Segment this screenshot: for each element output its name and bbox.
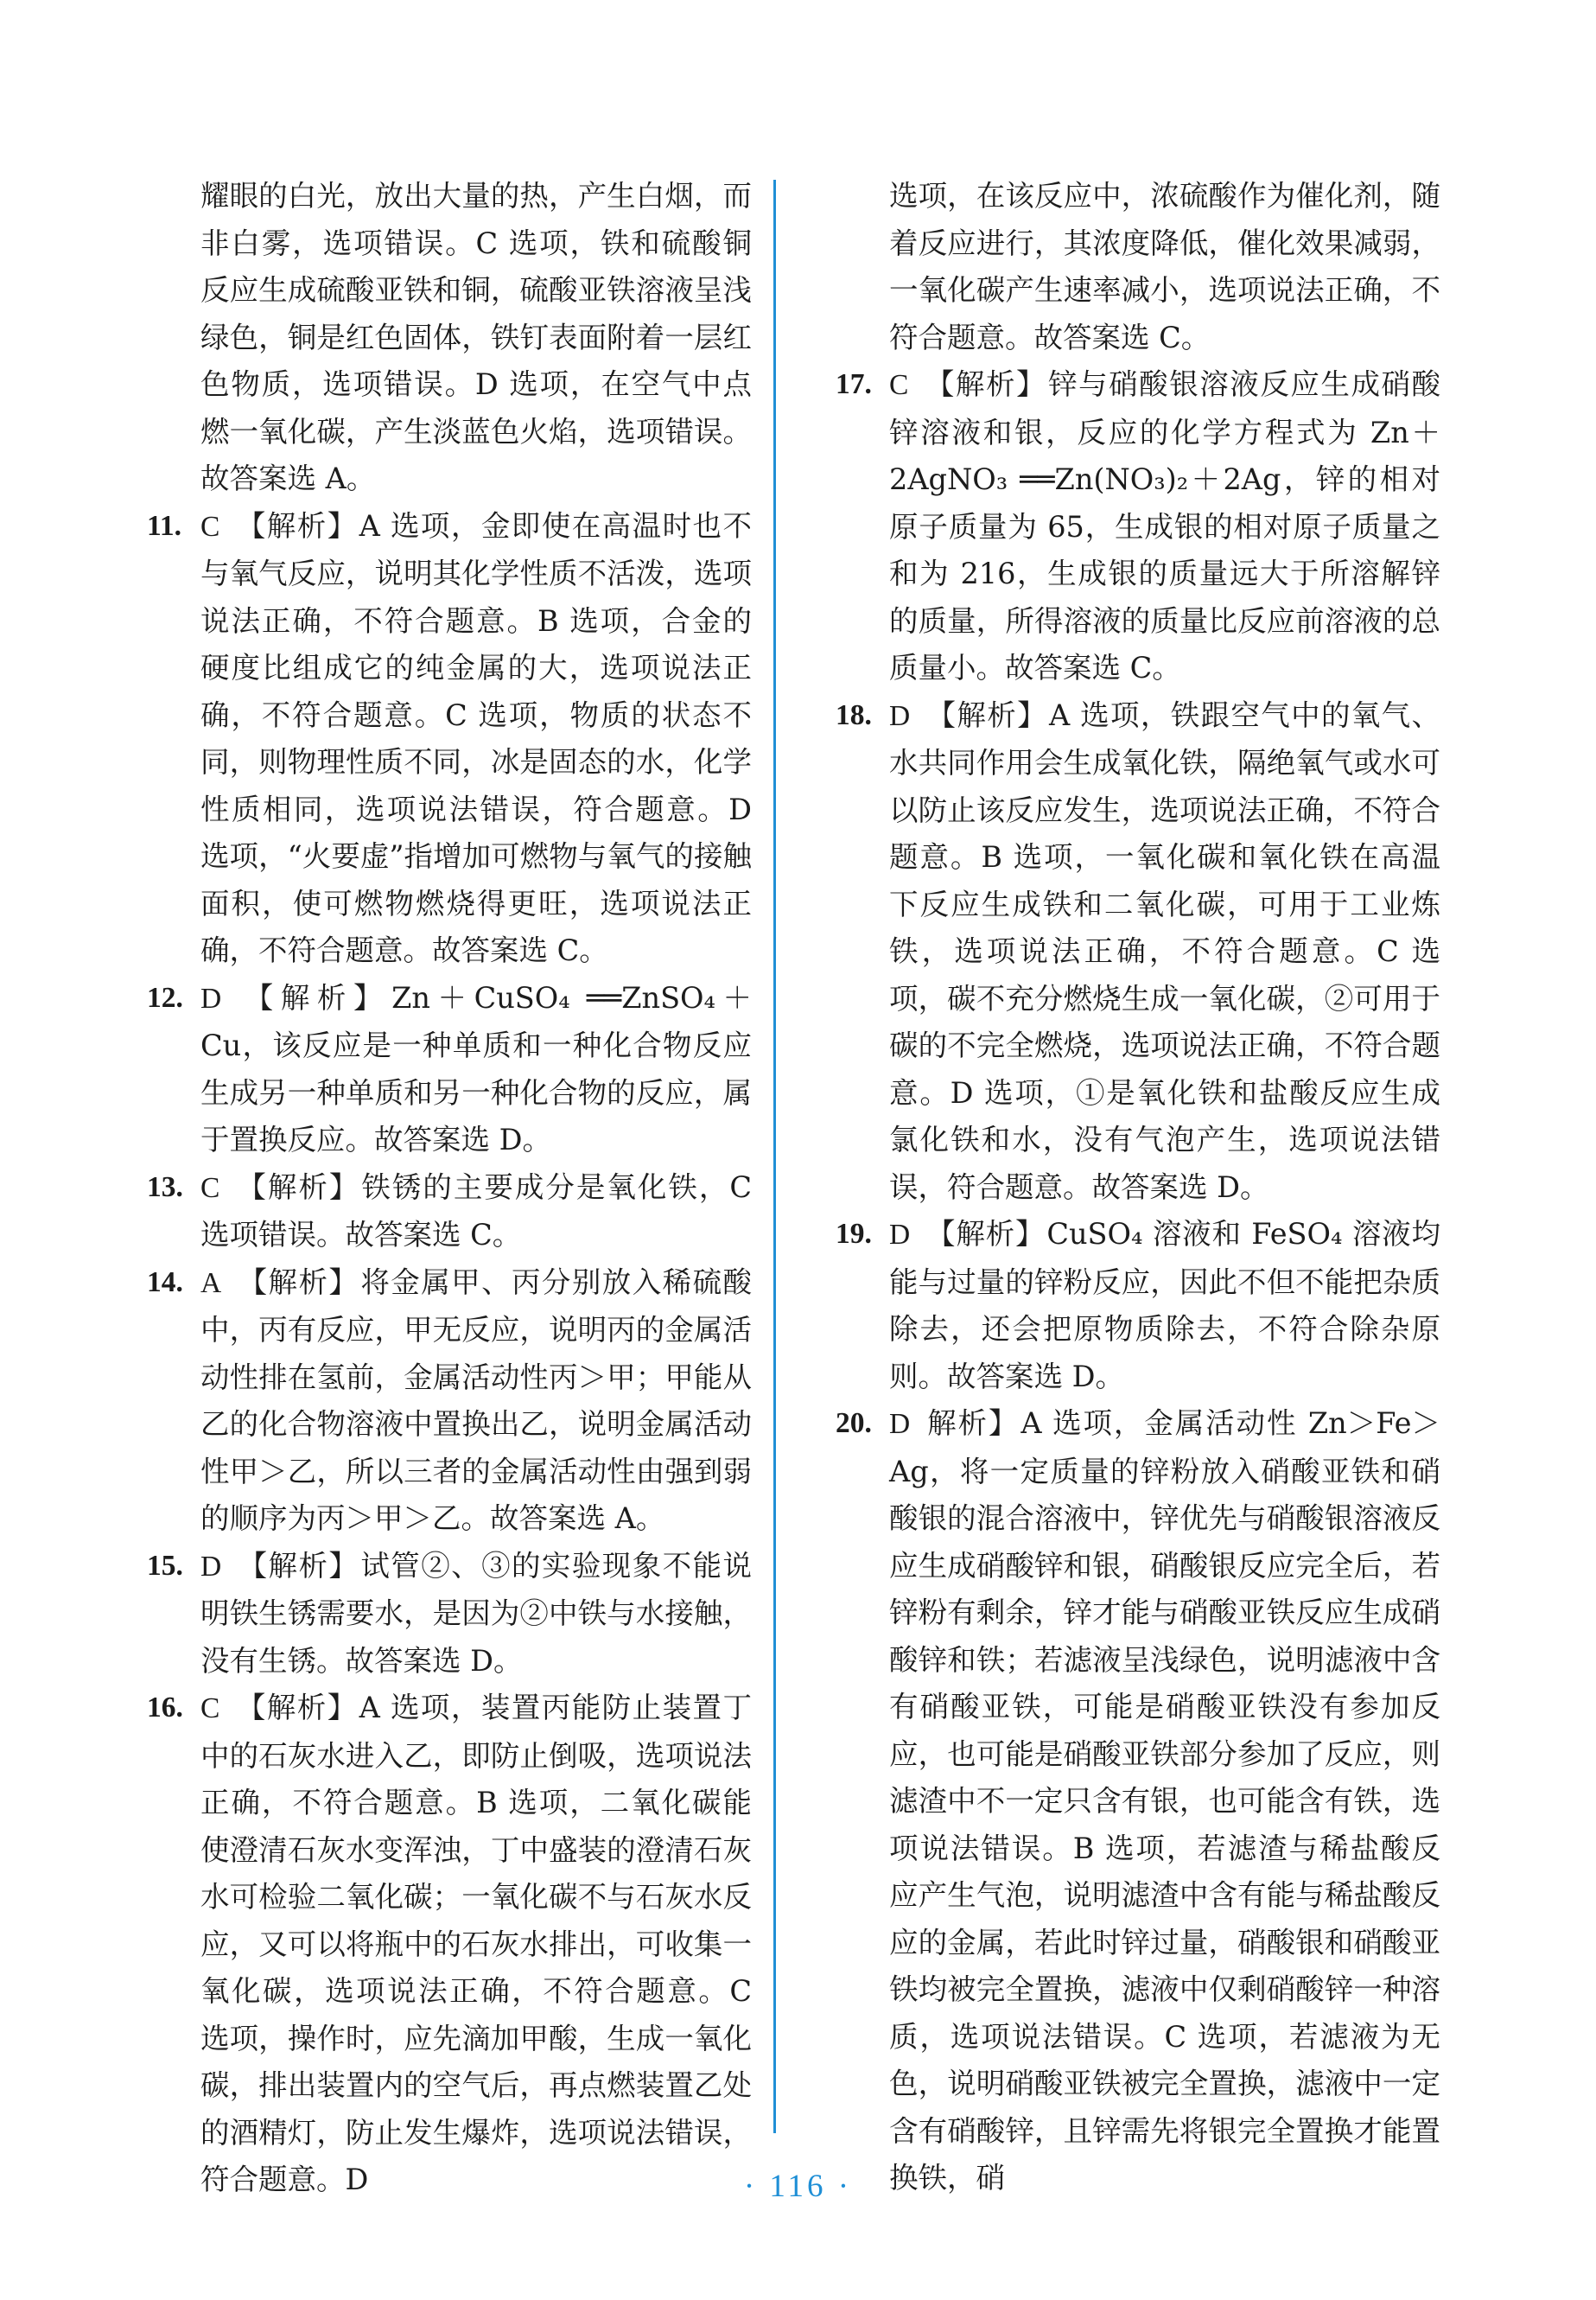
item-answer: C bbox=[200, 1692, 220, 1724]
answer-item-11 bbox=[147, 503, 753, 975]
analysis-tag: 【解析】 bbox=[237, 1265, 359, 1299]
item-number: 16. bbox=[147, 1692, 183, 1723]
item-number: 11. bbox=[147, 509, 182, 542]
item-answer: D bbox=[889, 1408, 911, 1440]
analysis-tag: 【解析】 bbox=[235, 1169, 360, 1204]
answer-item-18 bbox=[836, 692, 1441, 1212]
column-divider bbox=[773, 180, 776, 2133]
analysis-tag: 【解析】 bbox=[925, 698, 1047, 732]
answer-item-19 bbox=[836, 1211, 1441, 1400]
analysis-tag: 【解析】 bbox=[924, 367, 1047, 401]
item-answer: A bbox=[200, 1266, 222, 1299]
item-answer: D bbox=[889, 1219, 911, 1251]
item-number: 20. bbox=[836, 1407, 872, 1439]
item-number: 13. bbox=[147, 1170, 183, 1203]
item-explanation: A 选项，铁跟空气中的氧气、水共同作用会生成氧化铁，隔绝氧气或水可以防止该反应发生，选项说法正确，不符合题意。B 选项，一氧化碳和氧化铁在高温下反应生成铁和二氧化碳，可用于工业炼铁，选项说法正确，不符合题意。C 选项，碳不充分燃烧生成一氧化碳，②可用于碳的不完全燃烧，选项说法正确，不符合题意。D 选项，①是氧化铁和盐酸反应生成氯化铁和水，没有气泡产生，选项说法错误，符合题意。故答案选 D。 bbox=[889, 698, 1441, 1204]
answer-item-17 bbox=[836, 361, 1441, 692]
right-column bbox=[836, 173, 1441, 2202]
item-explanation: 铁锈的主要成分是氧化铁，C 选项错误。故答案选 C。 bbox=[200, 1169, 752, 1252]
item-explanation: A 选项，金即使在高温时也不与氧气反应，说明其化学性质不活泼，选项说法正确，不符合题意。B 选项，合金的硬度比组成它的纯金属的大，选项说法正确，不符合题意。C 选项，物质的状态不同，则物理性质不同，冰是固态的水，化学性质相同，选项说法错误，符合题意。D 选项，“火要虚”指增加可燃物与氧气的接触面积，使可燃物燃烧得更旺，选项说法正确，不符合题意。故答案选 C。 bbox=[200, 508, 753, 967]
item-number: 18. bbox=[836, 698, 872, 731]
answer-item-13 bbox=[147, 1164, 752, 1259]
item-answer: D bbox=[889, 699, 911, 732]
item-number: 17. bbox=[836, 368, 872, 400]
item-number: 15. bbox=[147, 1549, 183, 1582]
continued-paragraph: 耀眼的白光，放出大量的热，产生白烟，而非白雾，选项错误。C 选项，铁和硫酸铜反应生成硫酸亚铁和铜，硫酸亚铁溶液呈浅绿色，铜是红色固体，铁钉表面附着一层红色物质，选项错误。D 选项，在空气中点燃一氧化碳，产生淡蓝色火焰，选项错误。故答案选 A。 bbox=[200, 179, 752, 495]
answer-item-16 bbox=[147, 1685, 753, 2204]
item-explanation: CuSO₄ 溶液和 FeSO₄ 溶液均能与过量的锌粉反应，因此不但不能把杂质除去，还会把原物质除去，不符合除杂原则。故答案选 D。 bbox=[889, 1217, 1441, 1393]
left-column bbox=[147, 173, 753, 2204]
item-explanation: 锌与硝酸银溶液反应生成硝酸锌溶液和银，反应的化学方程式为 Zn＋2AgNO₃ ══Zn(NO₃)₂＋2Ag，锌的相对原子质量为 65，生成银的相对原子质量之和为 216，生成银的质量远大于所溶解锌的质量，所得溶液的质量比反应前溶液的总质量小。故答案选 C。 bbox=[889, 367, 1441, 685]
item-explanation: A 选项，金属活动性 Zn＞Fe＞Ag，将一定质量的锌粉放入硝酸亚铁和硝酸银的混合溶液中，锌优先与硝酸银溶液反应生成硝酸锌和银，硝酸银反应完全后，若锌粉有剩余，锌才能与硝酸亚铁反应生成硝酸锌和铁；若滤液呈浅绿色，说明滤液中含有硝酸亚铁，可能是硝酸亚铁没有参加反应，也可能是硝酸亚铁部分参加了反应，则滤渣中不一定只含有银，也可能含有铁，选项说法错误。B 选项，若滤渣与稀盐酸反应产生气泡，说明滤渣中含有能与稀盐酸反应的金属，若此时锌过量，硝酸银和硝酸亚铁均被完全置换，滤液中仅剩硝酸锌一种溶质，选项说法错误。C 选项，若滤液为无色，说明硝酸亚铁被完全置换，滤液中一定含有硝酸锌，且锌需先将银完全置换才能置换铁，硝 bbox=[889, 1406, 1440, 2195]
item-answer: D bbox=[200, 1550, 222, 1583]
item-explanation: A 选项，装置丙能防止装置丁中的石灰水进入乙，即防止倒吸，选项说法正确，不符合题意。B 选项，二氧化碳能使澄清石灰水变浑浊，丁中盛装的澄清石灰水可检验二氧化碳；一氧化碳不与石灰水反应，又可以将瓶中的石灰水排出，可收集一氧化碳，选项说法正确，不符合题意。C 选项，操作时，应先滴加甲酸，生成一氧化碳，排出装置内的空气后，再点燃装置乙处的酒精灯，防止发生爆炸，选项说法错误，符合题意。D bbox=[200, 1691, 753, 2196]
item-answer: C bbox=[200, 510, 220, 543]
analysis-tag: 【解析】 bbox=[235, 1691, 358, 1724]
analysis-tag: 【解析】 bbox=[237, 980, 391, 1015]
answer-item-14 bbox=[147, 1259, 753, 1543]
item-number: 12. bbox=[147, 981, 183, 1014]
item-explanation: Zn＋CuSO₄ ══ZnSO₄＋Cu，该反应是一种单质和一种化合物反应生成另一种单质和另一种化合物的反应，属于置换反应。故答案选 D。 bbox=[200, 980, 752, 1156]
item-number: 19. bbox=[836, 1218, 872, 1250]
item-answer: D bbox=[200, 982, 222, 1015]
continued-paragraph: 选项，在该反应中，浓硫酸作为催化剂，随着反应进行，其浓度降低，催化效果减弱，一氧化碳产生速率减小，选项说法正确，不符合题意。故答案选 C。 bbox=[889, 179, 1440, 354]
analysis-tag: 【解析】 bbox=[235, 508, 358, 543]
answer-item-20 bbox=[836, 1400, 1440, 2202]
analysis-tag: 【解析】 bbox=[925, 1217, 1046, 1251]
item-explanation: 将金属甲、丙分别放入稀硫酸中，丙有反应，甲无反应，说明丙的金属活动性排在氢前，金属活动性丙＞甲；甲能从乙的化合物溶液中置换出乙，说明金属活动性甲＞乙，所以三者的金属活动性由强到弱的顺序为丙＞甲＞乙。故答案选 A。 bbox=[200, 1265, 753, 1535]
page-number: · 116 · bbox=[743, 2169, 853, 2204]
item-explanation: 试管②、③的实验现象不能说明铁生锈需要水，是因为②中铁与水接触，没有生锈。故答案选 D。 bbox=[200, 1548, 753, 1678]
answer-item-15 bbox=[147, 1543, 753, 1685]
analysis-tag: 解析】 bbox=[925, 1406, 1020, 1440]
item-answer: C bbox=[889, 369, 909, 401]
item-number: 14. bbox=[147, 1265, 183, 1298]
answer-item-12 bbox=[147, 975, 752, 1164]
item-answer: C bbox=[200, 1171, 220, 1204]
analysis-tag: 【解析】 bbox=[237, 1548, 359, 1583]
